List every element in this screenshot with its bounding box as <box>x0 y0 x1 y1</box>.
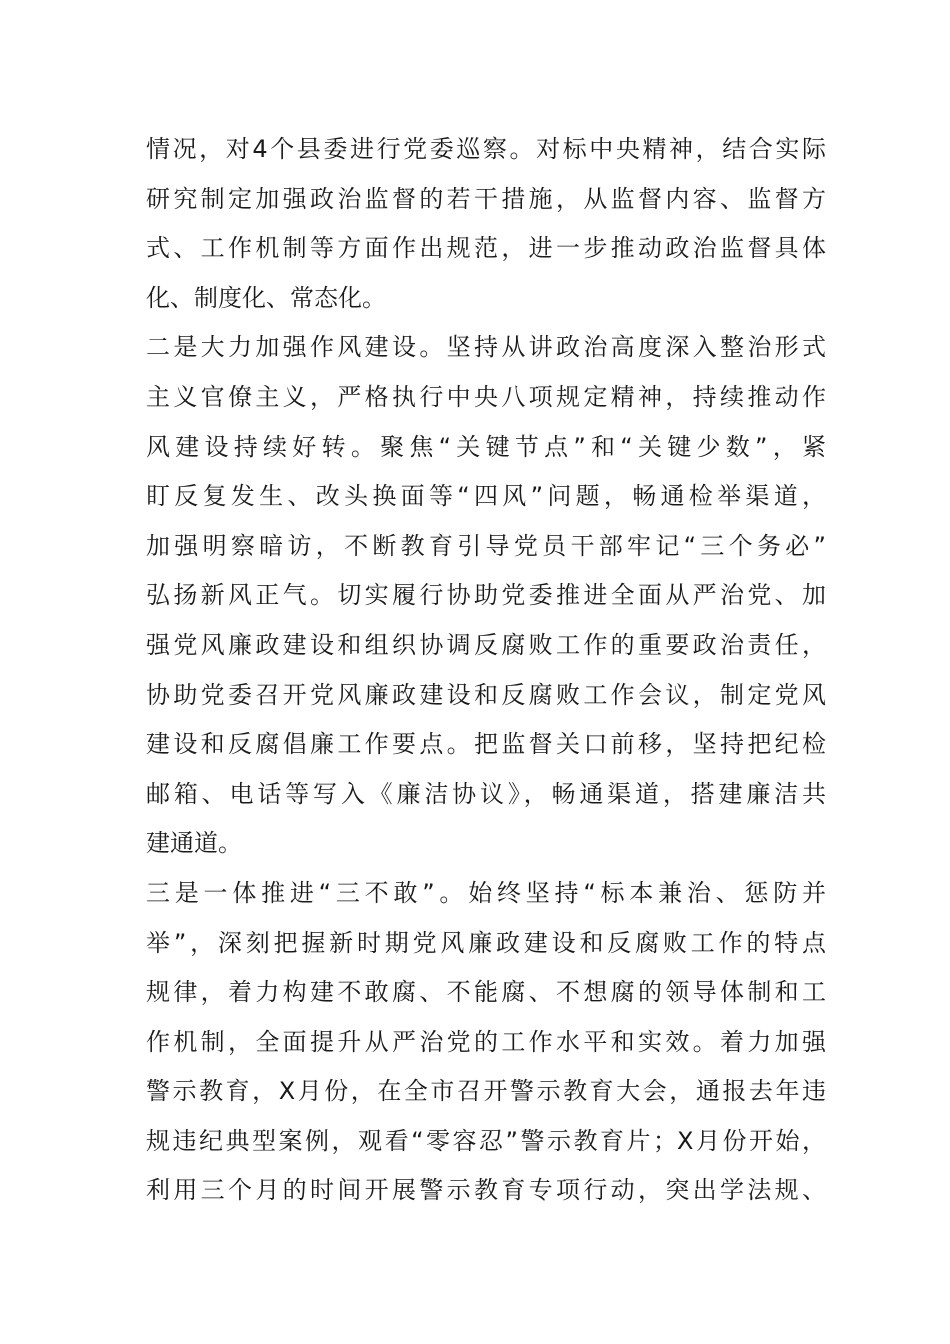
body-text <box>146 125 826 1216</box>
text-line: 警示教育，X月份，在全市召开警示教育大会，通报去年违 <box>146 1077 826 1106</box>
text-line: 盯反复发生、改头换面等“四风”问题，畅通检举渠道， <box>146 482 826 511</box>
text-line: 邮箱、电话等写入《廉洁协议》，畅通渠道，搭建廉洁共 <box>146 779 826 808</box>
text-line: 情况，对4个县委进行党委巡察。对标中央精神，结合实际 <box>146 135 826 163</box>
text-line: 式、工作机制等方面作出规范，进一步推动政治监督具体 <box>146 234 826 263</box>
text-line: 规律，着力构建不敢腐、不能腐、不想腐的领导体制和工 <box>146 978 826 1007</box>
text-line: 加强明察暗访，不断教育引导党员干部牢记“三个务必” <box>146 531 826 560</box>
text-line: 规违纪典型案例，观看“零容忍”警示教育片；X月份开始， <box>146 1126 826 1155</box>
text-line: 风建设持续好转。聚焦“关键节点”和“关键少数”，紧 <box>146 432 826 461</box>
text-line: 强党风廉政建设和组织协调反腐败工作的重要政治责任， <box>146 630 826 659</box>
text-line: 研究制定加强政治监督的若干措施，从监督内容、监督方 <box>146 184 826 213</box>
text-line: 协助党委召开党风廉政建设和反腐败工作会议，制定党风 <box>146 680 826 709</box>
text-line: 利用三个月的时间开展警示教育专项行动，突出学法规、 <box>146 1176 826 1205</box>
text-line: 建设和反腐倡廉工作要点。把监督关口前移，坚持把纪检 <box>146 730 826 759</box>
text-line: 举”，深刻把握新时期党风廉政建设和反腐败工作的特点 <box>146 928 826 957</box>
text-line: 弘扬新风正气。切实履行协助党委推进全面从严治党、加 <box>146 581 826 610</box>
text-line: 三是一体推进“三不敢”。始终坚持“标本兼治、惩防并 <box>146 878 826 907</box>
text-line: 二是大力加强作风建设。坚持从讲政治高度深入整治形式 <box>146 333 826 362</box>
text-line: 化、制度化、常态化。 <box>146 283 386 312</box>
text-line: 作机制，全面提升从严治党的工作水平和实效。着力加强 <box>146 1027 826 1056</box>
text-line: 主义官僚主义，严格执行中央八项规定精神，持续推动作 <box>146 382 826 411</box>
text-line: 建通道。 <box>146 829 242 858</box>
